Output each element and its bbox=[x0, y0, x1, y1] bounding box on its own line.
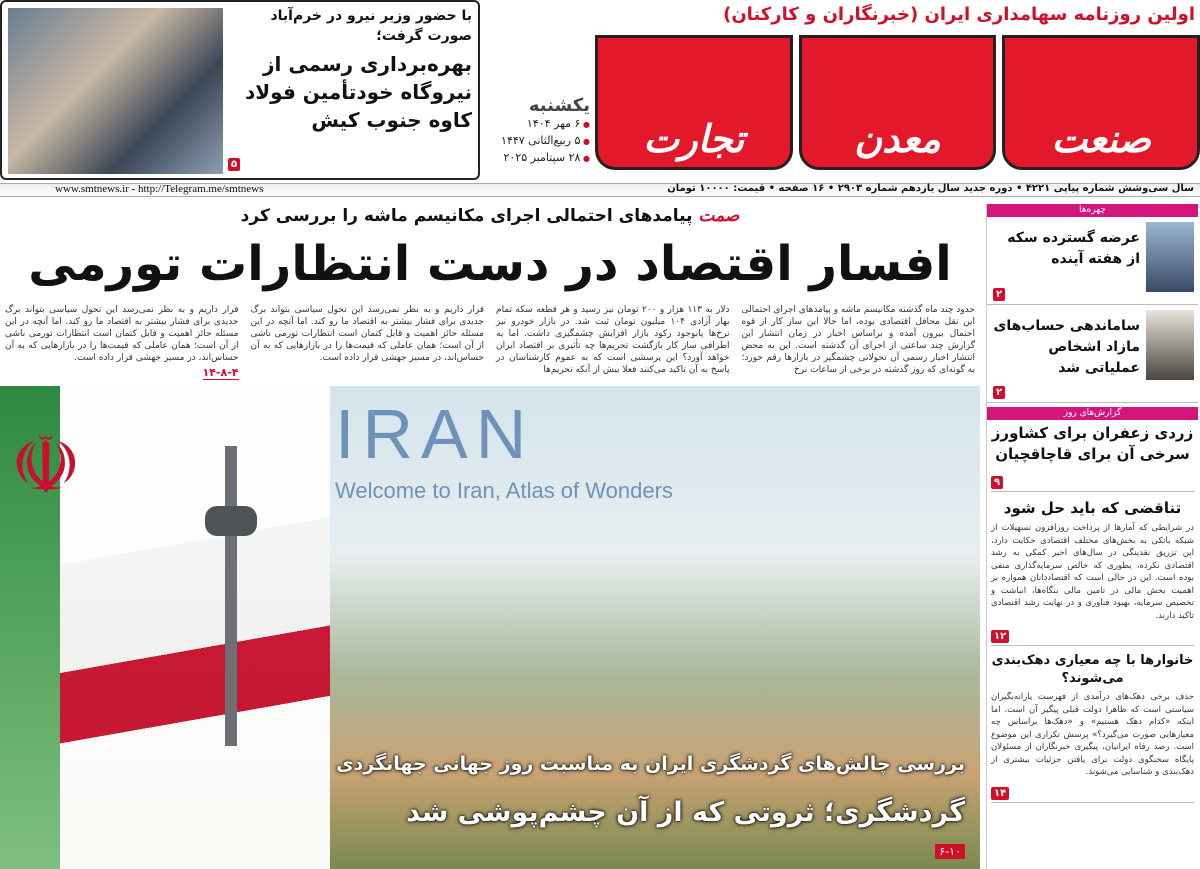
image-subtitle: Welcome to Iran, Atlas of Wonders bbox=[335, 478, 673, 503]
top-story-photo bbox=[8, 8, 223, 174]
face-item[interactable] bbox=[987, 217, 1198, 305]
top-story-box[interactable] bbox=[0, 0, 480, 180]
logo-word: صنعت bbox=[1002, 35, 1200, 170]
page-ref: ۵ bbox=[228, 158, 240, 171]
face-photo bbox=[1146, 222, 1194, 292]
report-body: حذف برخی دهک‌های درآمدی از فهرست یارانه‌بگیران سیاستی است که ظاهرا دولت قبلی پیگیر آن است. اما اینکه «کدام دهک هستیم» و «دهک‌ها براساس چه معیارهایی صورت می‌گیرد؟» پرسش تکراری این موضوع است. رصد رفاه ایرانیان، پیگیری خبرنگاران از مسئولان پایگاه سخنگوی دولت برای یافتن جزئیات بیشتری از دهک‌بندی و شناسایی می‌شوند. bbox=[991, 692, 1194, 777]
page-ref: ۲ bbox=[993, 386, 1005, 399]
report-body: در شرایطی که آمارها از پرداخت روزافزون تسهیلات از شبکه بانکی به بخش‌های مختلف اقتصادی حکایت دارد، این تزریق نقدینگی در سال‌های اخیر کمکی به رشد اقتصادی نکرده، بطوری که خالص سرمایه‌گذاری منفی بوده است. این در حالی است که اقتصاددانان همواره بر اهمیت بخش مالی در تامین مالی بنگاه‌ها، انباشت و تخصیص سرمایه، بهبود فناوری و در نهایت رشد اقتصادی تاکید دارند. bbox=[991, 523, 1194, 621]
face-title: عرضه گسترده سکه از هفته آینده bbox=[1007, 230, 1140, 267]
website-links[interactable]: www.smtnews.ir - http://Telegram.me/smtnews bbox=[55, 183, 264, 195]
top-story-text bbox=[228, 6, 472, 156]
date-block bbox=[485, 95, 590, 167]
masthead-logo bbox=[595, 35, 1200, 170]
lead-column: قرار داریم و به نظر نمی‌رسد این تحول سیاسی بتواند برگ جدیدی برای فشار بیشتر به اقتصاد ما رو کند. اما آنچه در این مسئله حائز اهمیت و قابل کتمان است انتظارات تورمی ناشی از آن است؛ همان عاملی که قیمت‌ها را در بازارهایی که به آن حساس‌اند، در مسیر جهشی قرار داده است. bbox=[250, 305, 484, 363]
page-ref: ۱۴ bbox=[991, 787, 1009, 800]
report-title[interactable]: تناقضی که باید حل شود bbox=[1003, 499, 1182, 517]
date-gregorian: ● ۲۸ سپتامبر ۲۰۲۵ bbox=[485, 150, 590, 167]
milad-tower bbox=[225, 446, 237, 746]
lead-kicker bbox=[0, 202, 980, 230]
image-title: IRAN bbox=[335, 395, 535, 473]
date-jalali: ● ۶ مهر ۱۴۰۴ bbox=[485, 116, 590, 133]
face-item[interactable] bbox=[987, 305, 1198, 403]
logo-word: تجارت bbox=[595, 35, 793, 170]
page-ref: ۲ bbox=[993, 288, 1005, 301]
feature-image[interactable] bbox=[0, 386, 980, 869]
face-title: ساماندهی حساب‌های مازاد اشخاص عملیاتی شد bbox=[993, 318, 1140, 376]
page-ref: ۹ bbox=[991, 476, 1003, 489]
main-content bbox=[0, 202, 980, 869]
page-ref: ۱۲ bbox=[991, 630, 1009, 643]
lead-column-text: قرار داریم و به نظر نمی‌رسد این تحول سیاسی بتواند برگ جدیدی برای فشار بیشتر به اقتصاد ما رو کند. اما آنچه در این مسئله حائز اهمیت و قابل کتمان است انتظارات تورمی ناشی از آن است؛ همان عاملی که قیمت‌ها را در بازارهایی که به آن حساس‌اند، در مسیر جهشی قرار داده است. bbox=[5, 305, 239, 363]
logo-word: معدن bbox=[799, 35, 997, 170]
feature-kicker: بررسی چالش‌های گردشگری ایران به مناسبت روز جهانی جهانگردی bbox=[336, 753, 965, 775]
lead-columns bbox=[0, 298, 980, 386]
report-title[interactable]: خانوارها با چه معیاری دهک‌بندی می‌شوند؟ bbox=[991, 653, 1194, 686]
face-photo bbox=[1146, 310, 1194, 380]
feature-page-ref: ۶-۱۰ bbox=[935, 844, 965, 859]
reports-label: گزارش‌های روز bbox=[987, 407, 1198, 420]
masthead-tagline: اولین روزنامه سهامداری ایران (خبرنگاران و کارکنان) bbox=[723, 4, 1195, 25]
top-story-headline[interactable]: بهره‌برداری رسمی از نیروگاه خودتأمین فولاد کاوه جنوب کیش bbox=[245, 52, 472, 132]
lead-headline[interactable]: افسار اقتصاد در دست انتظارات تورمی bbox=[28, 236, 952, 292]
top-story-kicker: با حضور وزیر نیرو در خرم‌آباد صورت گرفت؛ bbox=[270, 8, 472, 44]
day-name: یکشنبه bbox=[528, 95, 590, 116]
faces-label: چهره‌ها bbox=[987, 204, 1198, 217]
brand-mark: صمت bbox=[698, 206, 740, 226]
lead-column-last bbox=[5, 304, 239, 380]
lead-column: حدود چند ماه گذشته مکانیسم ماشه و پیامدهای اجرای احتمالی این نقل محافل اقتصادی بوده، اما حالا این ساز کار از قوه احتمال بیرون آمده و براساس اخبار در زمان انتشار این گزارش چند ساعتی از اجرای آن گذشته است. این به محض انتشار اخبار رسمی آن تحولاتی چشمگیر در بازارها رقم خورد؛ به گونه‌ای که روز گذشته در برخی از ساعات نرخ bbox=[741, 305, 975, 375]
lead-page-ref: ۱۴-۸-۴ bbox=[202, 366, 239, 379]
lead-kicker-text: پیامدهای احتمالی اجرای مکانیسم ماشه را بررسی کرد bbox=[240, 206, 693, 226]
milad-tower-head bbox=[205, 506, 257, 536]
lead-column: دلار به ۱۱۳ هزار و ۲۰۰ تومان نیز رسید و هر قطعه سکه تمام بهار آزادی ۱۰۴ میلیون تومان ثبت شد. در بازار خودرو نیز نرخ‌ها پابوجود رکود بازار افزایش چشمگیری داشت. اما به اطرافی ساز کار بازگشت تحریم‌ها چه تأثیری بر اقتصاد ایران خواهد آورد؟ این پرسشی است که به عموم کارشناسان در پاسخ به آن تاکید می‌کنند فعلا بیش از آنکه تحریم‌ها bbox=[496, 305, 730, 375]
feature-headline[interactable]: گردشگری؛ ثروتی که از آن چشم‌پوشی شد bbox=[406, 797, 965, 828]
date-hijri: ● ۵ ربیع‌الثانی ۱۴۴۷ bbox=[485, 133, 590, 150]
report-title[interactable]: زردی زعفران برای کشاورز سرخی آن برای قاچاقچیان bbox=[991, 424, 1194, 463]
issue-info: سال سی‌وشش شماره پیاپی ۴۲۲۱ • دوره جدید سال یازدهم شماره ۲۹۰۳ • ۱۶ صفحه • قیمت: ۱۰۰۰۰ تومان bbox=[667, 183, 1194, 194]
sidebar bbox=[986, 204, 1198, 869]
flag-emblem-icon: ☫ bbox=[10, 419, 82, 512]
